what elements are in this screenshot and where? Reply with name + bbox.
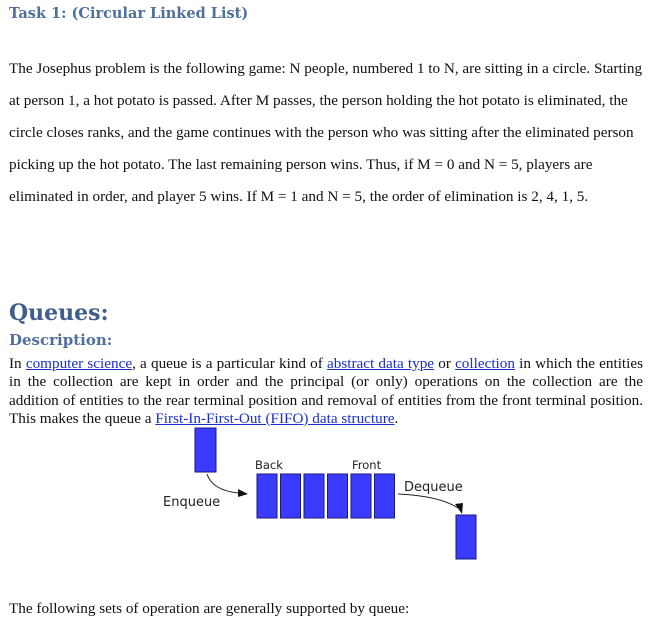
- operations-intro: The following sets of operation are generally supported by queue:: [9, 600, 410, 617]
- front-label: Front: [352, 458, 382, 472]
- desc-text-1: In: [9, 355, 26, 372]
- queue-block: [328, 474, 348, 518]
- fifo-link[interactable]: First-In-First-Out (FIFO) data structure: [155, 409, 395, 427]
- queue-block: [304, 474, 324, 518]
- abstract-data-type-link[interactable]: abstract data type: [327, 355, 435, 372]
- queue-block: [351, 474, 371, 518]
- enqueue-label: Enqueue: [163, 495, 221, 510]
- queues-heading: Queues:: [9, 300, 109, 326]
- queue-blocks: [257, 474, 395, 518]
- dequeue-arrow-head-icon: [455, 503, 463, 514]
- enqueue-arrow-head-icon: [238, 489, 248, 497]
- enqueue-block: [195, 428, 216, 472]
- desc-text-5: .: [394, 409, 399, 427]
- queue-block: [375, 474, 395, 518]
- enqueue-arrow: [207, 474, 238, 493]
- description-heading: Description:: [9, 331, 113, 349]
- josephus-paragraph: The Josephus problem is the following game: N people, numbered 1 to N, are sitting in a circle. Starting at person 1, a hot potato is passed. After M passes, the person holding the hot potato is eliminated, the circle closes ranks, and the game continues with the person who was sitting after the eliminated person picking up the hot potato. The last remaining person wins. Thus, if M = 0 and N = 5, players are eliminated in order, and player 5 wins. If M = 1 and N = 5, the order of elimination is 2, 4, 1, 5.: [9, 60, 643, 205]
- desc-text-2: , a queue is a particular kind of: [132, 355, 328, 372]
- desc-text-3: or: [434, 355, 456, 372]
- desc-text-4: in which the entities in the collection are kept in order and the principal (or only) operations on the collection are the addition of entities to the rear terminal position and removal of entities from the front terminal position. This makes the queue a: [9, 355, 644, 427]
- back-label: Back: [255, 458, 283, 472]
- task-title: Task 1: (Circular Linked List): [9, 5, 249, 22]
- dequeue-block: [456, 515, 476, 559]
- dequeue-label: Dequeue: [404, 480, 463, 495]
- dequeue-arrow: [398, 494, 458, 508]
- computer-science-link[interactable]: computer science: [25, 355, 133, 372]
- collection-link[interactable]: collection: [455, 355, 515, 372]
- queue-block: [257, 474, 277, 518]
- queue-block: [281, 474, 301, 518]
